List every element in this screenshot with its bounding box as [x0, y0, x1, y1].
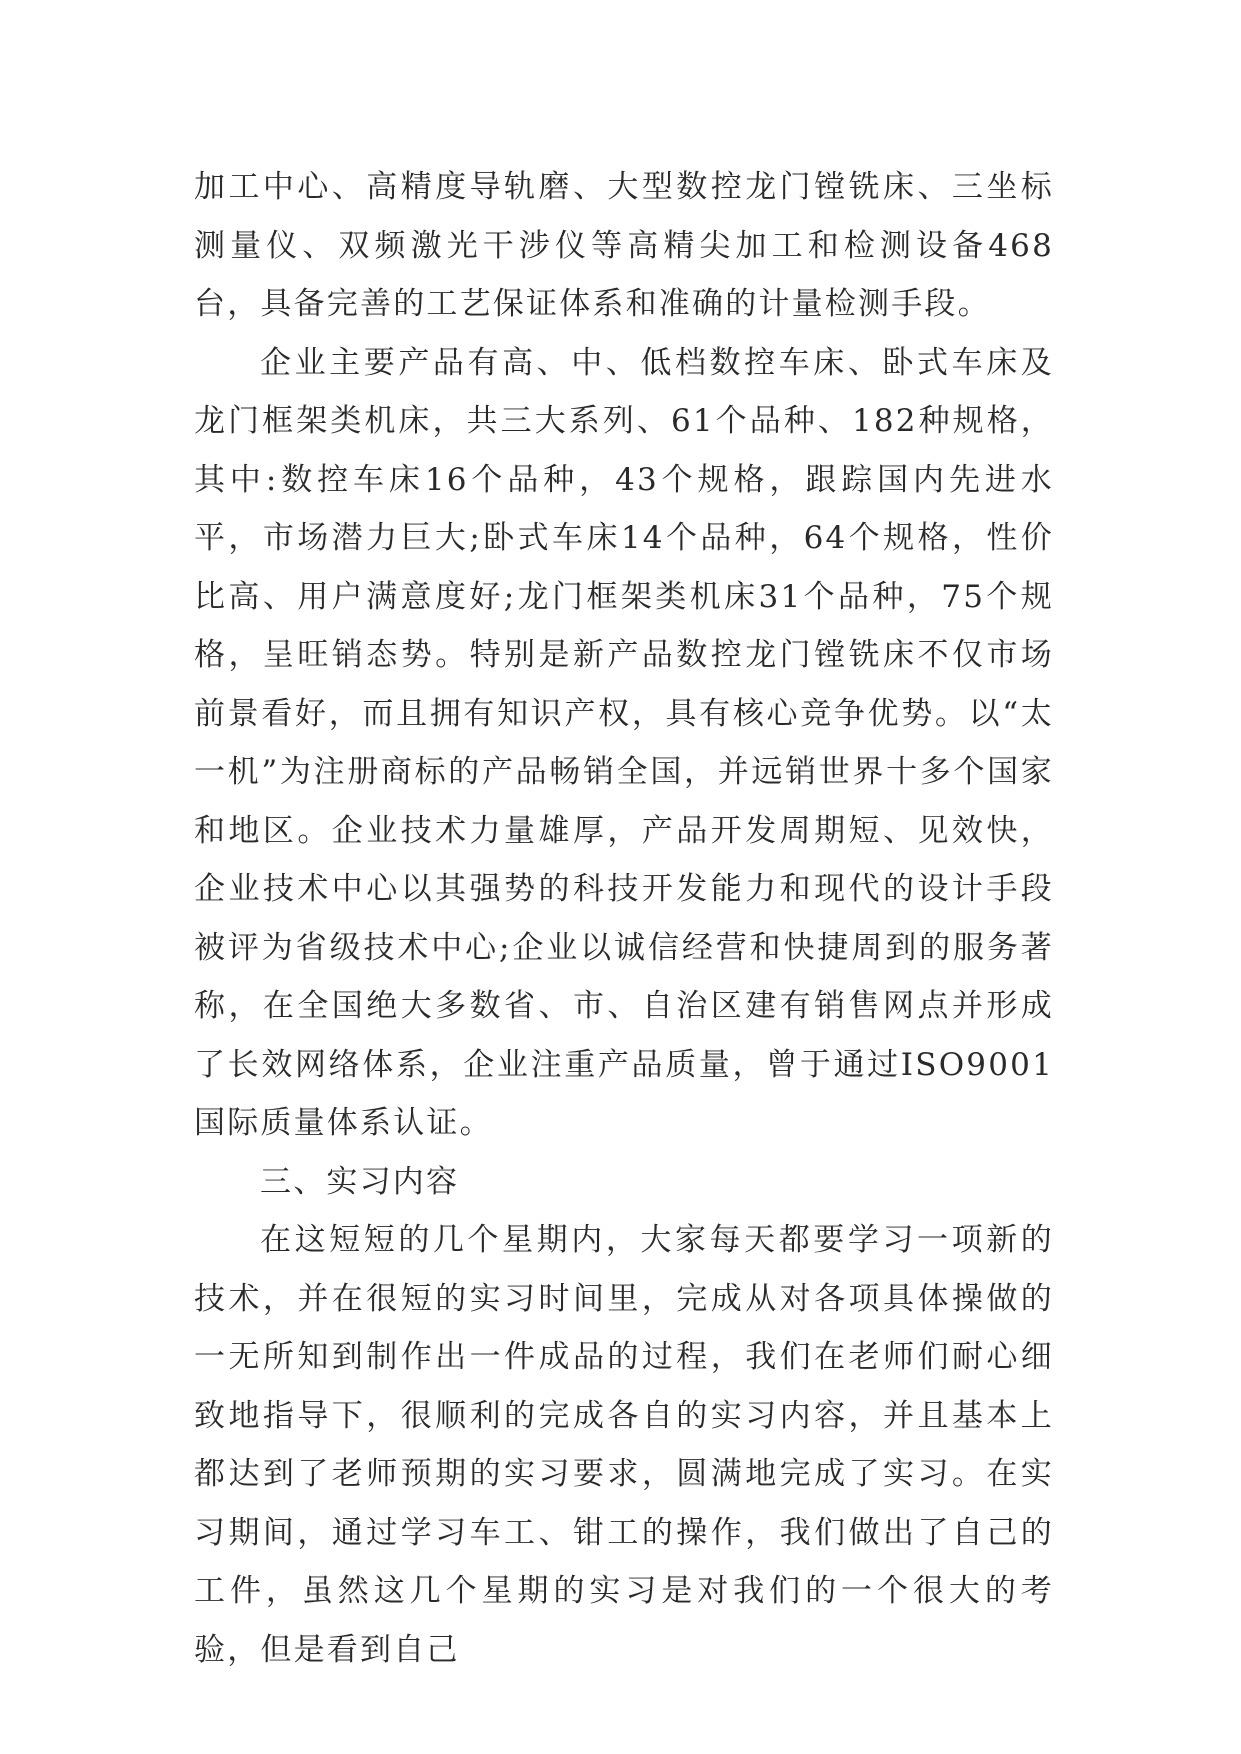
document-body — [194, 158, 1054, 1679]
paragraph-equipment: 加工中心、高精度导轨磨、大型数控龙门镗铣床、三坐标测量仪、双频激光干涉仪等高精尖加工和检测设备468台，具备完善的工艺保证体系和准确的计量检测手段。 — [194, 169, 1054, 322]
section-heading-internship-content: 三、实习内容 — [260, 1163, 460, 1200]
paragraph-products: 企业主要产品有高、中、低档数控车床、卧式车床及龙门框架类机床，共三大系列、61个品种、182种规格，其中:数控车床16个品种，43个规格，跟踪国内先进水平，市场潜力巨大;卧式车床14个品种，64个规格，性价比高、用户满意度好;龙门框架类机床31个品种，75个规格，呈旺销态势。特别是新产品数控龙门镗铣床不仅市场前景看好，而且拥有知识产权，具有核心竞争优势。以“太一机”为注册商标的产品畅销全国，并远销世界十多个国家和地区。企业技术力量雄厚，产品开发周期短、见效快，企业技术中心以其强势的科技开发能力和现代的设计手段被评为省级技术中心;企业以诚信经营和快捷周到的服务著称，在全国绝大多数省、市、自治区建有销售网点并形成了长效网络体系，企业注重产品质量，曾于通过ISO9001国际质量体系认证。 — [194, 344, 1054, 1141]
paragraph-internship: 在这短短的几个星期内，大家每天都要学习一项新的技术，并在很短的实习时间里，完成从对各项具体操做的一无所知到制作出一件成品的过程，我们在老师们耐心细致地指导下，很顺利的完成各自的实习内容，并且基本上都达到了老师预期的实习要求，圆满地完成了实习。在实习期间，通过学习车工、钳工的操作，我们做出了自己的工件，虽然这几个星期的实习是对我们的一个很大的考验，但是看到自己 — [194, 1222, 1054, 1668]
